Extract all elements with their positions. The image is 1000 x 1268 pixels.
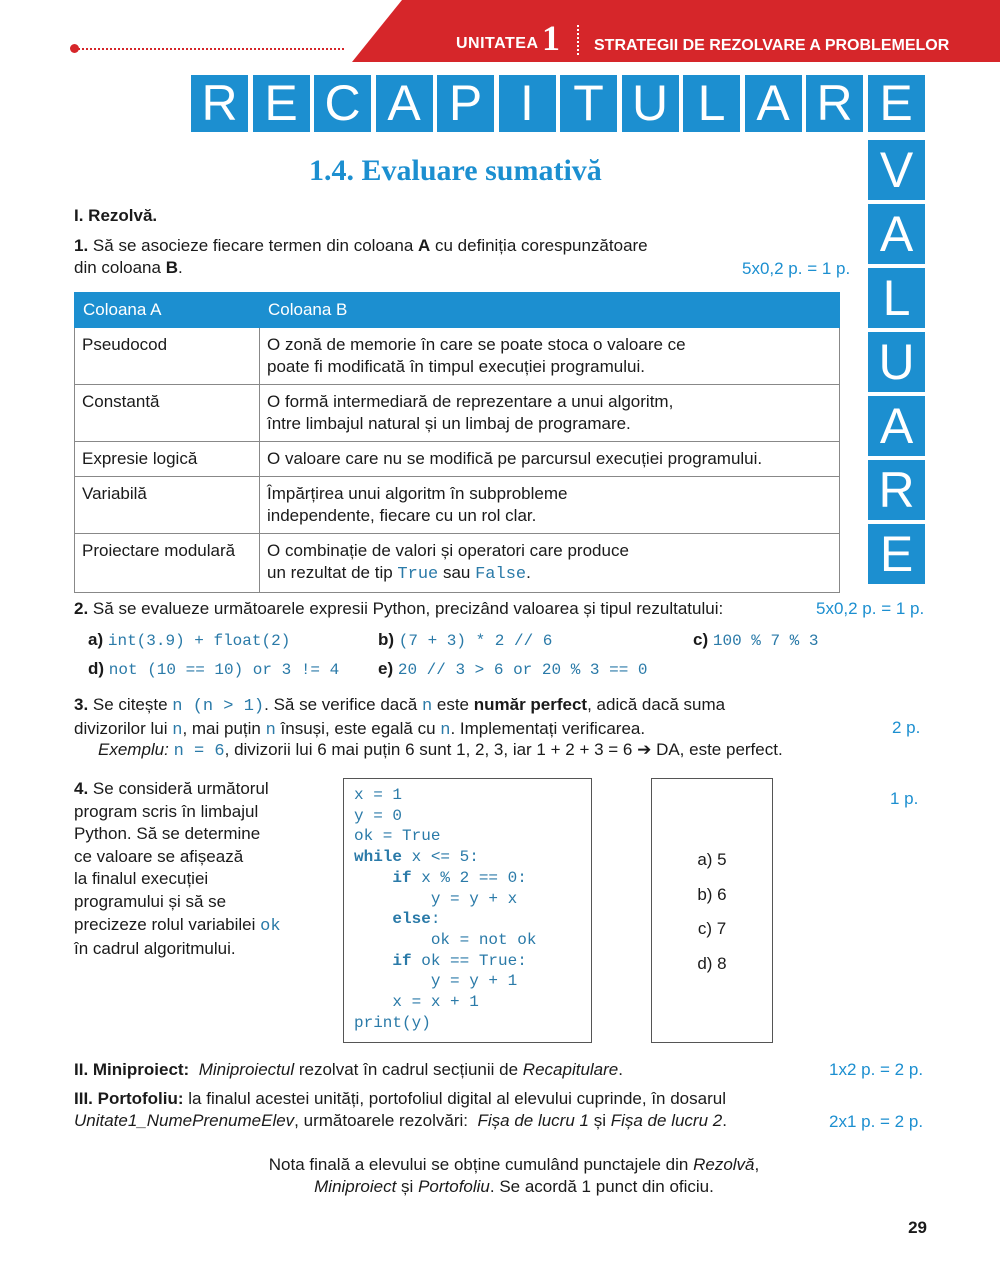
part3 [74,1088,727,1132]
part2-points: 1x2 p. = 2 p. [829,1060,924,1079]
definition-line: Împărțirea unui algoritm în subprobleme [267,484,568,503]
q4-code: ok [260,916,281,936]
q4-line: la finalul execuției [74,869,209,889]
table-cell-definition [260,477,840,534]
answer-options [651,778,773,1043]
letter-tile: L [868,268,925,328]
q3-text [74,694,725,742]
letter-tile: L [683,75,740,132]
q1-text-part: Să se asocieze fiecare termen din coloana [92,236,418,255]
definition-line: O valoare care nu se modifică pe parcursul execuției programului. [267,449,763,468]
part2-italic: Miniproiectul [198,1060,295,1079]
part2-text: rezolvat în cadrul secțiunii de [294,1060,523,1079]
example-text: , divizorii lui 6 mai puțin 6 sunt 1, 2, 3, iar 1 + 2 + 3 = 6 ➔ DA, este perfect. [224,740,783,759]
definition-line: O formă intermediară de reprezentare a unui algoritm, [267,392,674,411]
option-a: a) 5 [697,850,727,869]
letter-tile: R [191,75,248,132]
table-cell-term: Constantă [75,385,260,442]
code-line: while x <= 5: [354,848,479,867]
q2-item-c [693,630,818,650]
q3-part: , adică dacă suma [587,695,726,714]
association-table [74,292,840,593]
part3-italic: Unitate1_NumePrenumeElev [74,1111,295,1130]
table-cell-term: Expresie logică [75,442,260,477]
letter-tile: A [376,75,433,132]
q2-text [74,598,723,620]
definition-line: între limbajul natural și un limbaj de programare. [267,414,631,433]
part3-italic: Fișa de lucru 2 [610,1111,723,1130]
unit-title: STRATEGII DE REZOLVARE A PROBLEMELOR [594,37,950,54]
letter-tile: V [868,140,925,200]
unit-separator [577,25,579,55]
part1-heading: I. Rezolvă. [74,206,158,225]
definition-line: un rezultat de tip [267,563,398,582]
letter-tile: A [868,204,925,264]
item-code: int(3.9) + float(2) [107,632,291,650]
definition-line: O combinație de valori și operatori care produce [267,541,629,560]
q1-text [74,235,648,279]
part3-italic: Fișa de lucru 1 [477,1111,589,1130]
q2-item-e [378,659,648,679]
letter-tile: U [622,75,679,132]
item-code: (7 + 3) * 2 // 6 [398,632,553,650]
part3-text: la finalul acestei unități, portofoliul digital al elevului cuprinde, în dosarul [183,1089,726,1108]
code-line: y = 0 [354,806,403,825]
definition-line: . [526,563,531,582]
final-note [74,1154,954,1198]
letter-tile: E [868,75,925,132]
q3-code: n [265,721,276,740]
letter-tile: R [868,460,925,520]
q4-points: 1 p. [890,789,919,808]
letter-tile: A [745,75,802,132]
q3-code: n [440,721,451,740]
q3-number: 3. [74,695,89,714]
table-cell-term: Variabilă [75,477,260,534]
part2 [74,1059,623,1081]
q3-part: . Implementați verificarea. [450,719,646,738]
q4-line: programului și să se [74,891,227,911]
letter-tile: U [868,332,925,392]
q3-part: . Să se verifice dacă [264,695,422,714]
q1-text-part: . [177,258,183,277]
code-line: y = y + x [354,889,518,908]
definition-line: O zonă de memorie în care se poate stoca o valoare ce [267,335,686,354]
q2-points: 5x0,2 p. = 1 p. [816,599,925,618]
table-cell-definition [260,442,840,477]
q2-item-b [378,630,552,650]
q4-text [74,778,281,961]
example-label: Exemplu: [98,740,169,759]
table-row [75,477,840,534]
code-line: x = x + 1 [354,993,479,1012]
q3-points: 2 p. [892,718,921,737]
section-title: 1.4. Evaluare sumativă [309,154,602,187]
note-text: , [754,1155,760,1174]
q4-line: Python. Să se determine [74,824,261,844]
note-text: . Se acordă 1 punct din oficiu. [489,1177,714,1196]
q3-example [98,739,783,763]
q2-statement: Să se evalueze următoarele expresii Python, precizând valoarea și tipul rezultatului: [92,599,724,618]
q3-bold: număr perfect [473,695,588,714]
part2-italic: Recapitulare [522,1060,619,1079]
code-block [344,779,591,1033]
letter-tile: E [868,524,925,584]
header-dotted-line [74,48,344,50]
code-line: y = y + 1 [354,972,518,991]
letter-tile: P [437,75,494,132]
page-number: 29 [908,1218,927,1237]
code-listing [343,778,592,1043]
item-label: c) [693,630,709,649]
item-code: 100 % 7 % 3 [712,632,819,650]
option-c: c) 7 [697,919,727,938]
item-code: 20 // 3 > 6 or 20 % 3 == 0 [397,661,648,679]
letter-tile: E [253,75,310,132]
q4-line: ce valoare se afișează [74,846,244,866]
q1-col-b: B [165,258,178,277]
option-d: d) 8 [697,954,727,973]
part2-text: . [618,1060,623,1079]
item-code: not (10 == 10) or 3 != 4 [108,661,340,679]
q2-number: 2. [74,599,89,618]
definition-line: poate fi modificată în timpul execuției programului. [267,357,645,376]
definition-line: independente, fiecare cu un rol clar. [267,506,537,525]
q3-part: Se citește [88,695,173,714]
q1-number: 1. [74,236,89,255]
code-line: if x % 2 == 0: [392,868,527,887]
unit-label: UNITATEA [456,35,539,52]
table-cell-term: Proiectare modulară [75,534,260,593]
letter-tile: T [560,75,617,132]
code-true: True [397,565,439,584]
part3-text: . [722,1111,727,1130]
q3-code: n [421,697,433,716]
note-text: și [396,1177,419,1196]
item-label: b) [378,630,395,649]
q4-number: 4. [74,779,89,798]
q3-part: este [432,695,474,714]
q3-part: , mai puțin [182,719,266,738]
q4-line: precizeze rolul variabilei [74,914,261,934]
q1-col-a: A [418,236,431,255]
code-line: if ok == True: [392,951,527,970]
table-row [75,328,840,385]
table-row [75,385,840,442]
table-header-cell: Coloana B [260,293,840,328]
table-row [75,534,840,593]
part3-points: 2x1 p. = 2 p. [829,1112,924,1131]
note-italic: Miniproiect [314,1177,397,1196]
code-false: False [475,565,527,584]
part2-label: II. Miniproiect: [74,1060,190,1079]
q4-line: în cadrul algoritmului. [74,939,236,959]
unit-number: 1 [542,18,560,58]
code-line: else: [392,910,441,929]
table-row [75,442,840,477]
note-italic: Rezolvă [693,1155,755,1174]
letter-tile: R [806,75,863,132]
item-label: a) [88,630,104,649]
q1-text-part: din coloana [74,258,166,277]
q4-line: Se consideră următorul [92,779,269,798]
letter-tile: C [314,75,371,132]
q3-part: însuși, este egală cu [275,719,441,738]
table-cell-definition [260,534,840,593]
code-line: ok = not ok [354,930,537,949]
q3-code: n [172,721,183,740]
code-line: ok = True [354,827,441,846]
q2-item-d [88,659,339,679]
item-label: e) [378,659,394,678]
q4-line: program scris în limbajul [74,801,259,821]
part3-text: și [588,1111,611,1130]
q1-text-part: cu definiția corespunzătoare [430,236,648,255]
q3-code: n (n > 1) [172,697,265,716]
table-header-cell: Coloana A [75,293,260,328]
table-cell-definition [260,328,840,385]
table-header-row [75,293,840,328]
option-b: b) 6 [697,885,727,904]
code-line: print(y) [354,1013,431,1032]
example-code: n = 6 [173,742,225,761]
table-cell-term: Pseudocod [75,328,260,385]
letter-tile: A [868,396,925,456]
note-text: Nota finală a elevului se obține cumulând punctajele din [268,1155,694,1174]
q1-points: 5x0,2 p. = 1 p. [742,259,851,278]
letter-tile: I [499,75,556,132]
q3-part: divizorilor lui [74,719,173,738]
item-label: d) [88,659,105,678]
table-cell-definition [260,385,840,442]
definition-line: sau [438,563,476,582]
part3-text: , următoarele rezolvări: [294,1111,473,1130]
code-line: x = 1 [354,786,403,804]
note-italic: Portofoliu [418,1177,490,1196]
part3-label: III. Portofoliu: [74,1089,184,1108]
q2-item-a [88,630,290,650]
